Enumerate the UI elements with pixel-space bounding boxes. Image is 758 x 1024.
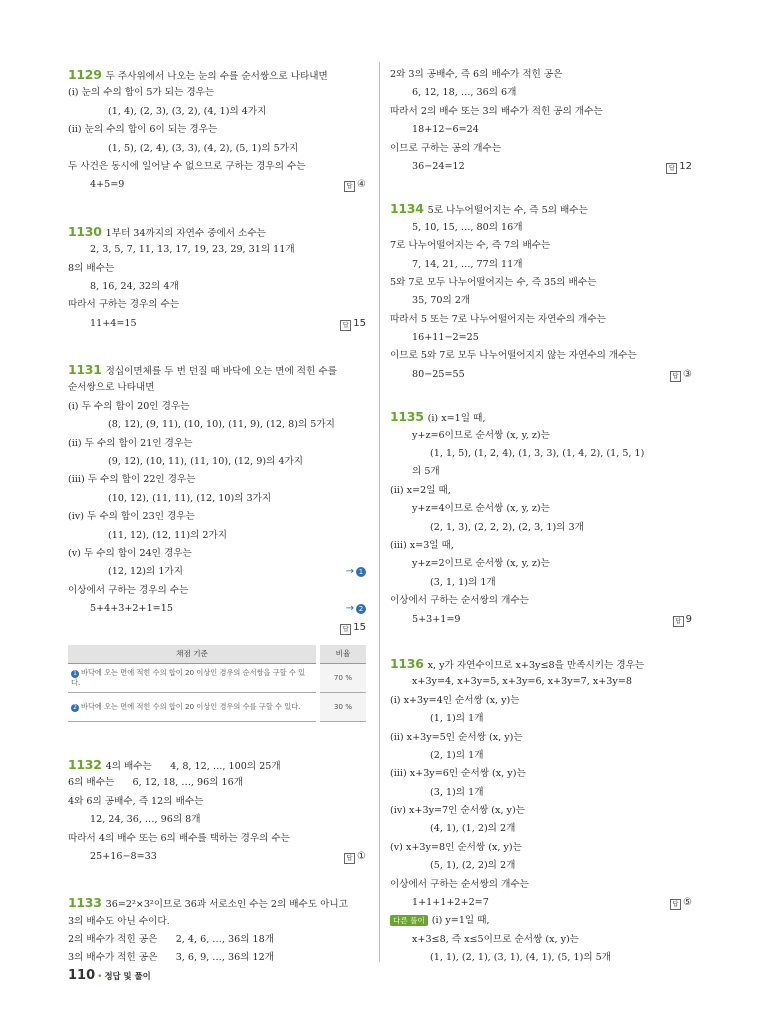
text-line: 5로 나누어떨어지는 수, 즉 5의 배수는 [427, 205, 588, 217]
text-line: (1, 1), (2, 1), (3, 1), (4, 1), (5, 1)의 5개 [430, 952, 612, 964]
answer-value: ④ [357, 179, 366, 191]
text-line: 3의 배수도 아닌 수이다. [68, 915, 170, 927]
text-line: 36−24=12 [412, 160, 465, 172]
problem-number: 1130 [68, 223, 102, 239]
answer-value: 15 [353, 621, 366, 633]
problem-1133 [68, 894, 366, 968]
text-line: 8, 16, 24, 32의 4개 [90, 280, 179, 292]
rubric-header-rate: 비율 [318, 645, 366, 664]
text-line: 6, 12, 18, …, 36의 6개 [412, 87, 517, 99]
problem-number: 1136 [390, 655, 424, 671]
text-line: 이상에서 구하는 순서쌍의 개수는 [390, 878, 529, 890]
problem-1132 [68, 756, 366, 866]
answer-mark [666, 158, 692, 176]
text-line: 12, 24, 36, …, 96의 8개 [90, 814, 201, 826]
text-line: 2와 3의 공배수, 즉 6의 배수가 적힌 공은 [390, 69, 563, 80]
text-line: 이상에서 구하는 순서쌍의 개수는 [390, 595, 529, 607]
text-line: (ⅰ) 눈의 수의 합이 5가 되는 경우는 [68, 87, 215, 99]
answer-value: 9 [685, 613, 692, 625]
text-line: (11, 12), (12, 11)의 2가지 [108, 529, 228, 541]
text-line: 순서쌍으로 나타내면 [68, 382, 155, 394]
text-line: 5+4+3+2+1=15 [90, 603, 173, 615]
text-line: 5+3+1=9 [412, 613, 461, 625]
text-line: (ⅱ) x=2일 때, [390, 484, 451, 496]
text-line: (ⅰ) x=1일 때, [427, 413, 486, 425]
problem-number: 1131 [68, 362, 102, 378]
text-line: 6의 배수는 6, 12, 18, …, 96의 16개 [68, 777, 244, 789]
answer-mark [344, 848, 366, 866]
criterion-rate: 70 % [318, 663, 366, 692]
problem-number: 1133 [68, 895, 102, 911]
text-line: (ⅴ) 두 수의 합이 24인 경우는 [68, 547, 192, 559]
problem-number: 1134 [390, 201, 424, 217]
answer-mark [670, 366, 692, 384]
answer-box-icon: 답 [344, 181, 355, 192]
text-line: (2, 1, 3), (2, 2, 2), (2, 3, 1)의 3개 [430, 521, 584, 533]
answer-box-icon: 답 [670, 899, 681, 910]
answer-box-icon: 답 [340, 624, 351, 635]
text-line: 4의 배수는 4, 8, 12, …, 100의 25개 [105, 760, 281, 772]
answer-value: 15 [353, 317, 366, 329]
text-line: x+3y=4, x+3y=5, x+3y=6, x+3y=7, x+3y=8 [412, 676, 632, 688]
text-line: 이므로 5와 7로 모두 나누어떨어지지 않는 자연수의 개수는 [390, 350, 637, 362]
text-line: (1, 5), (2, 4), (3, 3), (4, 2), (5, 1)의 5가지 [108, 142, 299, 154]
text-line: (1, 4), (2, 3), (3, 2), (4, 1)의 4가지 [108, 105, 267, 117]
text-line: x+3≤8, 즉 x≤5이므로 순서쌍 (x, y)는 [412, 933, 580, 945]
text-line: (2, 1)의 1개 [430, 749, 484, 761]
text-line: (3, 1, 1)의 1개 [430, 576, 496, 588]
problem-1133-continued [390, 66, 692, 176]
criterion-rate: 30 % [318, 692, 366, 721]
problem-1136 [390, 655, 692, 968]
text-line: 35, 70의 2개 [412, 295, 471, 307]
problem-1135 [390, 408, 692, 629]
answer-mark [673, 611, 692, 629]
text-line: 4와 6의 공배수, 즉 12의 배수는 [68, 795, 204, 807]
text-line: 18+12−6=24 [412, 124, 479, 136]
answer-box-icon: 답 [340, 320, 351, 331]
text-line: 3의 배수가 적힌 공은 3, 6, 9, …, 36의 12개 [68, 952, 274, 964]
problem-1131 [68, 361, 366, 722]
problem-1130 [68, 223, 366, 333]
answer-box-icon: 답 [666, 163, 677, 174]
page-number: 110 [68, 968, 96, 983]
text-line: 5, 10, 15, …, 80의 16개 [412, 221, 523, 233]
text-line: (5, 1), (2, 2)의 2개 [430, 860, 516, 872]
text-line: 2, 3, 5, 7, 11, 13, 17, 19, 23, 29, 31의 11개 [90, 244, 295, 256]
text-line: (12, 12)의 1가지 [108, 566, 183, 578]
text-line: 7로 나누어떨어지는 수, 즉 7의 배수는 [390, 240, 551, 252]
text-line: 11+4=15 [90, 317, 137, 329]
problem-1129 [68, 66, 366, 195]
text-line: (ⅱ) 두 수의 합이 21인 경우는 [68, 437, 193, 449]
text-line: (ⅳ) x+3y=7인 순서쌍 (x, y)는 [390, 805, 525, 817]
criterion-text: 바닥에 오는 면에 적힌 수의 합이 20 이상인 경우의 수를 구할 수 있다. [81, 701, 301, 711]
text-line: (8, 12), (9, 11), (10, 10), (11, 9), (12, 8)의 5가지 [108, 419, 335, 431]
text-line: (ⅰ) 두 수의 합이 20인 경우는 [68, 400, 190, 412]
answer-mark [340, 619, 366, 637]
text-line: (ⅱ) 눈의 수의 합이 6이 되는 경우는 [68, 124, 218, 136]
text-line: 따라서 구하는 경우의 수는 [68, 299, 180, 311]
step-marker-2: → 2 [346, 600, 366, 618]
answer-mark [344, 176, 366, 194]
text-line: 25+16−8=33 [90, 850, 157, 862]
text-line: 5와 7로 모두 나누어떨어지는 수, 즉 35의 배수는 [390, 276, 597, 288]
text-line: x, y가 자연수이므로 x+3y≤8을 만족시키는 경우는 [427, 659, 645, 671]
page-footer [68, 968, 151, 983]
criterion-badge: 2 [71, 704, 79, 712]
right-column [390, 66, 692, 968]
text-line: (1, 1)의 1개 [430, 713, 484, 725]
grading-rubric [68, 645, 366, 722]
alternative-solution-tag: 다른 풀이 [390, 915, 428, 926]
text-line: 두 사건은 동시에 일어날 수 없으므로 구하는 경우의 수는 [68, 160, 306, 172]
text-line: (ⅳ) 두 수의 합이 23인 경우는 [68, 511, 195, 523]
text-line: (ⅰ) y=1일 때, [431, 915, 490, 927]
text-line: (1, 1, 5), (1, 2, 4), (1, 3, 3), (1, 4, 2), (1, 5, 1) [430, 448, 645, 460]
answer-value: ③ [683, 368, 692, 380]
step-marker-1: → 1 [346, 563, 366, 581]
text-line: 따라서 2의 배수 또는 3의 배수가 적힌 공의 개수는 [390, 105, 603, 117]
text-line: 두 주사위에서 나오는 눈의 수를 순서쌍으로 나타내면 [105, 71, 328, 82]
step-number: 1 [356, 567, 366, 577]
answer-box-icon: 답 [344, 853, 355, 864]
answer-box-icon: 답 [670, 371, 681, 382]
text-line: 36=2²×3²이므로 36과 서로소인 수는 2의 배수도 아니고 [105, 899, 348, 911]
criterion-badge: 1 [71, 670, 79, 678]
text-line: 8의 배수는 [68, 262, 115, 274]
criterion-text: 바닥에 오는 면에 적힌 수의 합이 20 이상인 경우의 순서쌍을 구할 수 있다. [71, 667, 306, 687]
text-line: (10, 12), (11, 11), (12, 10)의 3가지 [108, 492, 272, 504]
text-line: 1부터 34까지의 자연수 중에서 소수는 [105, 227, 266, 239]
text-line: (ⅰ) x+3y=4인 순서쌍 (x, y)는 [390, 694, 520, 706]
text-line: (ⅲ) x=3일 때, [390, 539, 454, 551]
text-line: 80−25=55 [412, 368, 465, 380]
answer-mark [670, 894, 692, 912]
rubric-header-criteria: 채점 기준 [68, 645, 318, 664]
answer-box-icon: 답 [673, 616, 684, 627]
left-column [68, 66, 366, 968]
text-line: 7, 14, 21, …, 77의 11개 [412, 258, 523, 270]
text-line: 의 5개 [412, 466, 440, 478]
text-line: 이상에서 구하는 경우의 수는 [68, 584, 189, 596]
text-line: y+z=6이므로 순서쌍 (x, y, z)는 [412, 429, 550, 441]
text-line: (9, 12), (10, 11), (11, 10), (12, 9)의 4가지 [108, 456, 304, 468]
footer-dot: • [97, 972, 103, 982]
footer-label: 정답 및 풀이 [104, 971, 151, 981]
text-line: 따라서 5 또는 7로 나누어떨어지는 자연수의 개수는 [390, 313, 606, 325]
problem-number: 1129 [68, 67, 102, 82]
answer-mark [340, 315, 366, 333]
rubric-row [68, 692, 366, 721]
text-line: 따라서 4의 배수 또는 6의 배수를 택하는 경우의 수는 [68, 832, 290, 844]
text-line: (ⅲ) 두 수의 합이 22인 경우는 [68, 474, 196, 486]
text-line: 4+5=9 [90, 179, 125, 191]
text-line: 이므로 구하는 공의 개수는 [390, 142, 502, 154]
problem-number: 1135 [390, 409, 424, 425]
answer-value: 12 [679, 160, 692, 172]
step-number: 2 [356, 604, 366, 614]
answer-value: ⑤ [683, 897, 692, 909]
problem-number: 1132 [68, 756, 102, 772]
problem-1134 [390, 200, 692, 384]
text-line: 2의 배수가 적힌 공은 2, 4, 6, …, 36의 18개 [68, 934, 274, 946]
text-line: y+z=4이므로 순서쌍 (x, y, z)는 [412, 503, 550, 515]
text-line: (3, 1)의 1개 [430, 786, 484, 798]
text-line: 정십이면체를 두 번 던질 때 바닥에 오는 면에 적힌 수를 [105, 366, 337, 378]
text-line: 1+1+1+2+2=7 [412, 897, 489, 909]
answer-value: ① [357, 850, 366, 862]
text-line: (4, 1), (1, 2)의 2개 [430, 823, 516, 835]
text-line: 16+11−2=25 [412, 332, 479, 344]
text-line: y+z=2이므로 순서쌍 (x, y, z)는 [412, 558, 550, 570]
column-divider [379, 62, 380, 962]
text-line: (ⅱ) x+3y=5인 순서쌍 (x, y)는 [390, 731, 523, 743]
text-line: (ⅲ) x+3y=6인 순서쌍 (x, y)는 [390, 768, 526, 780]
rubric-row [68, 663, 366, 692]
text-line: (ⅴ) x+3y=8인 순서쌍 (x, y)는 [390, 841, 522, 853]
